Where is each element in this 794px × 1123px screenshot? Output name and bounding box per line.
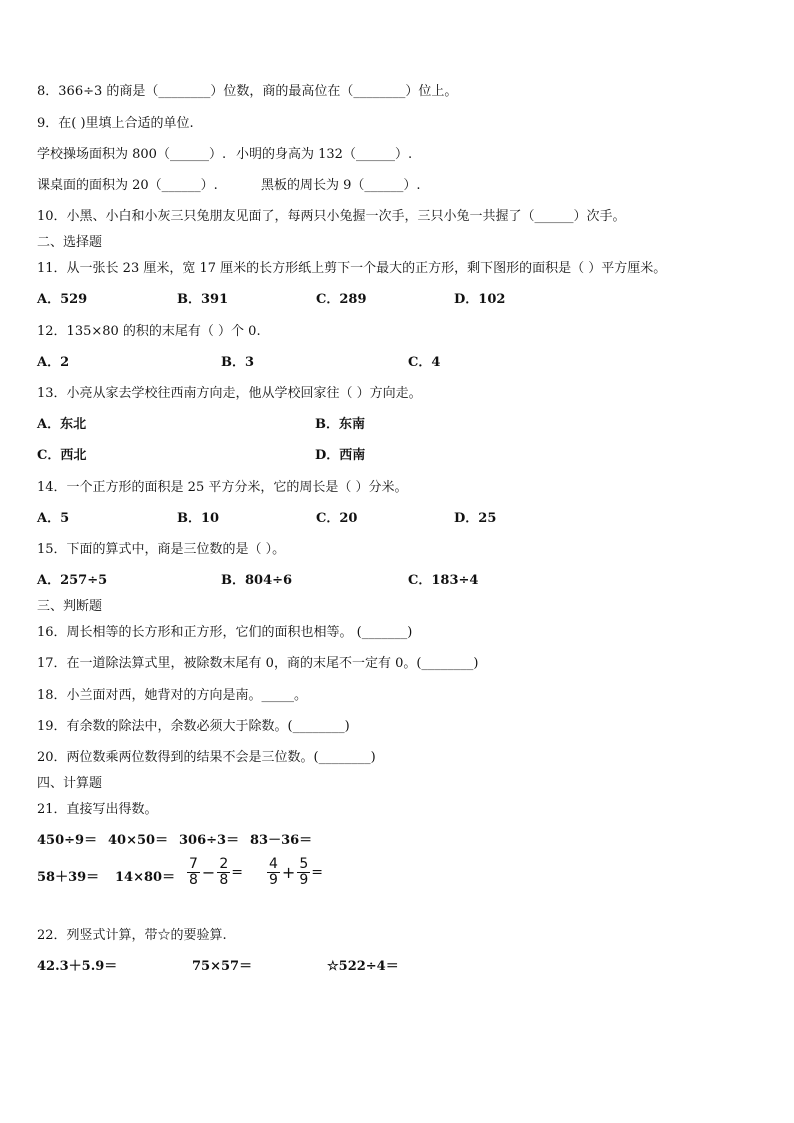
q12-option-b: B．3 — [221, 355, 255, 370]
section-heading-judgement: 三、判断题 — [37, 599, 103, 614]
question-20: 20．两位数乘两位数得到的结果不会是三位数。(________) — [37, 750, 376, 765]
q22-expr-1: 42.3＋5.9＝ — [37, 959, 118, 974]
question-11: 11．从一张长 23 厘米，宽 17 厘米的长方形纸上剪下一个最大的正方形，剩下图形的面积是（ ）平方厘米。 — [37, 261, 667, 276]
question-16: 16．周长相等的长方形和正方形，它们的面积也相等。 (_______) — [37, 625, 413, 640]
q11-option-a: A．529 — [37, 292, 88, 307]
q21-expr-2: 40×50＝ — [108, 833, 169, 848]
fraction-4-9: $\frac{4}{9}$ — [269, 856, 278, 888]
q21-expr-5: 58＋39＝ — [37, 870, 100, 885]
q11-option-c: C．289 — [316, 292, 367, 307]
question-21-stem: 21．直接写出得数。 — [37, 802, 158, 817]
q21-expr-3: 306÷3＝ — [179, 833, 240, 848]
equals-sign: = — [231, 864, 243, 881]
q21-expr-4: 83－36＝ — [250, 833, 313, 848]
q11-option-d: D．102 — [454, 292, 506, 307]
question-8: 8．366÷3 的商是（________）位数，商的最高位在（________）位上。 — [37, 84, 458, 99]
fraction-5-9: $\frac{5}{9}$ — [299, 856, 309, 888]
question-19: 19．有余数的除法中，余数必须大于除数。(________) — [37, 719, 350, 734]
plus-sign: + — [281, 862, 296, 882]
question-18: 18．小兰面对西，她背对的方向是南。_____。 — [37, 688, 308, 703]
question-9-item-desk: 课桌面的面积为 20（______）. — [37, 178, 218, 193]
section-heading-calculation: 四、计算题 — [37, 776, 103, 791]
question-9-item-playground: 学校操场面积为 800（______）. — [37, 147, 227, 162]
q13-option-d: D．西南 — [315, 448, 366, 463]
q14-option-a: A．5 — [37, 511, 70, 526]
question-10: 10．小黑、小白和小灰三只兔朋友见面了，每两只小兔握一次手，三只小兔一共握了（______）次手。 — [37, 209, 626, 224]
q11-option-b: B．391 — [177, 292, 229, 307]
question-22-stem: 22．列竖式计算，带☆的要验算. — [37, 928, 227, 943]
q15-option-a: A．257÷5 — [37, 573, 108, 588]
minus-sign: − — [201, 862, 216, 882]
question-9-item-height: 小明的身高为 132（______）. — [236, 147, 413, 162]
q15-option-c: C．183÷4 — [408, 573, 479, 588]
q12-option-a: A．2 — [37, 355, 70, 370]
question-9-item-blackboard: 黑板的周长为 9（______）. — [261, 178, 421, 193]
q13-option-a: A．东北 — [37, 417, 87, 432]
q22-expr-3: ☆522÷4＝ — [327, 959, 399, 974]
q21-fraction-expr-1 — [186, 857, 243, 888]
q21-fraction-expr-2 — [266, 857, 323, 888]
q12-option-c: C．4 — [408, 355, 441, 370]
question-14: 14．一个正方形的面积是 25 平方分米，它的周长是（ ）分米。 — [37, 480, 408, 495]
section-heading-choice: 二、选择题 — [37, 235, 103, 250]
fraction-2-8: $\frac{2}{8}$ — [219, 856, 229, 888]
equals-sign: = — [311, 864, 323, 881]
q13-option-c: C．西北 — [37, 448, 87, 463]
q14-option-d: D．25 — [454, 511, 497, 526]
q15-option-b: B．804÷6 — [221, 573, 293, 588]
question-12: 12．135×80 的积的末尾有（ ）个 0. — [37, 324, 261, 339]
question-17: 17．在一道除法算式里，被除数末尾有 0，商的末尾不一定有 0。(________) — [37, 656, 479, 671]
q22-expr-2: 75×57＝ — [192, 959, 253, 974]
q13-option-b: B．东南 — [315, 417, 365, 432]
q14-option-b: B．10 — [177, 511, 220, 526]
question-15: 15．下面的算式中，商是三位数的是（ ）。 — [37, 542, 286, 557]
q21-expr-1: 450÷9＝ — [37, 833, 98, 848]
fraction-7-8: $\frac{7}{8}$ — [189, 856, 198, 888]
question-9-stem: 9．在( )里填上合适的单位. — [37, 116, 194, 131]
question-13: 13．小亮从家去学校往西南方向走，他从学校回家往（ ）方向走。 — [37, 386, 422, 401]
q14-option-c: C．20 — [316, 511, 358, 526]
q21-expr-6: 14×80＝ — [115, 870, 176, 885]
